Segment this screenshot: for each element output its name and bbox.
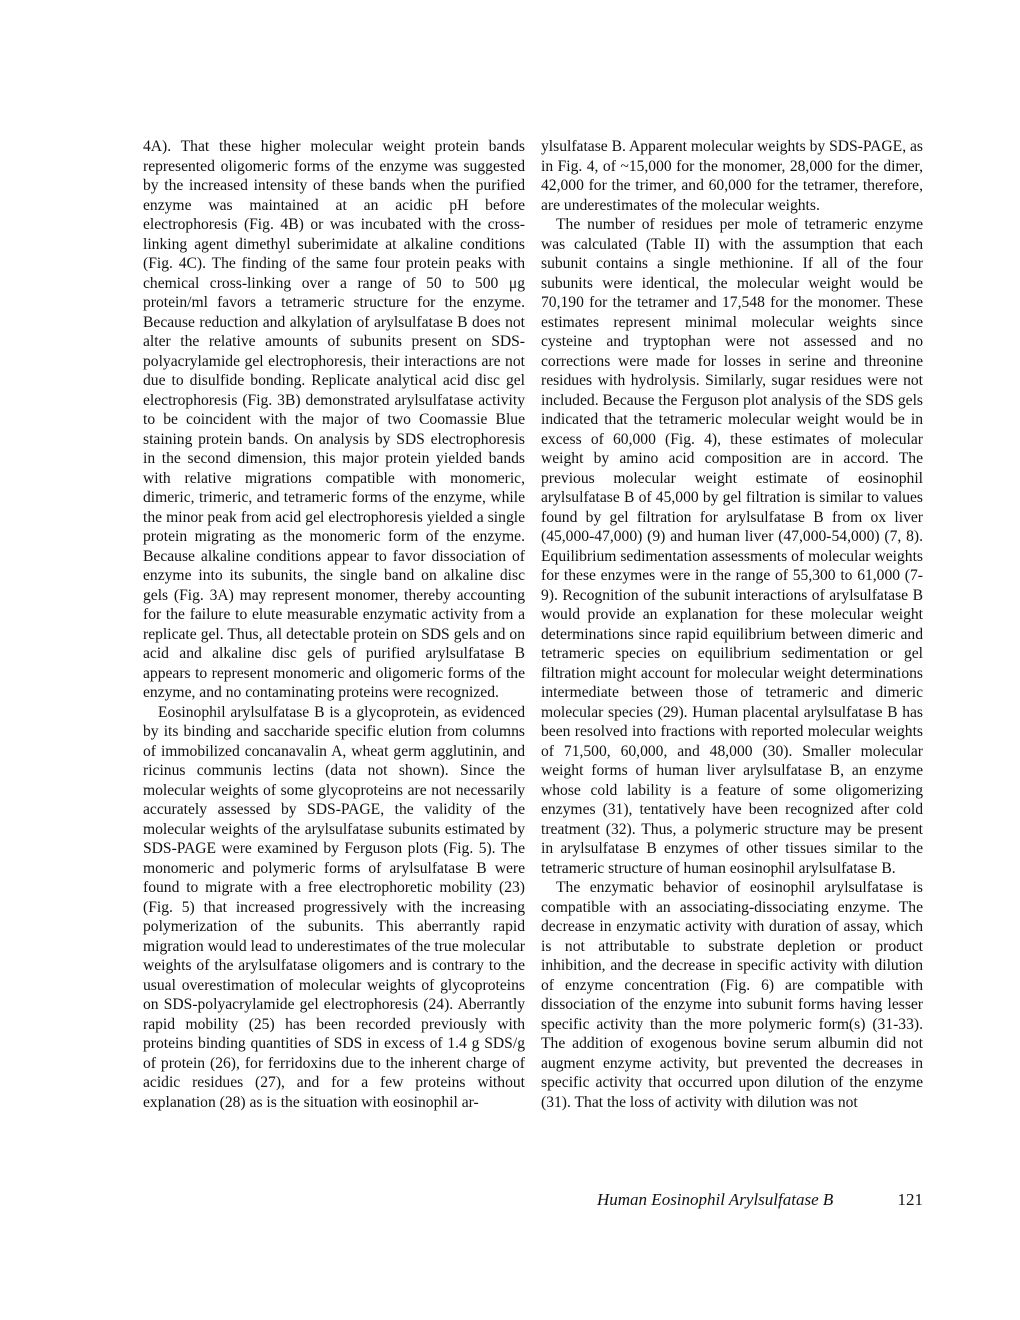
page-number: 121	[897, 1190, 923, 1209]
right-text-column	[541, 137, 923, 1112]
paragraph-continued: ylsulfatase B. Apparent molecular weights by SDS-PAGE, as in Fig. 4, of ~15,000 for the monomer, 28,000 for the dimer, 42,000 for the trimer, and 60,000 for the tetramer, therefore, are underestimates of the molecular weights.	[541, 138, 923, 214]
paragraph-residues: The number of residues per mole of tetrameric enzyme was calculated (Table II) with the assumption that each subunit contains a single methionine. If all of the four subunits were identical, the molecular weight would be 70,190 for the tetramer and 17,548 for the monomer. These estimates represent minimal molecular weights since cysteine and tryptophan were not assessed and no corrections were made for losses in serine and threonine residues with hydrolysis. Similarly, sugar residues were not included. Because the Ferguson plot analysis of the SDS gels indicated that the tetrameric molecular weight would be in excess of 60,000 (Fig. 4), these estimates of molecular weight by amino acid composition are in accord. The previous molecular weight estimate of eosinophil arylsulfatase B of 45,000 by gel filtration is similar to values found by gel filtration for arylsulfatase B from ox liver (45,000-47,000) (9) and human liver (47,000-54,000) (7, 8). Equilibrium sedimentation assessments of molecular weights for these enzymes were in the range of 55,300 to 61,000 (7-9). Recognition of the subunit interactions of arylsulfatase B would provide an explanation for these molecular weight determinations since rapid equilibrium between dimeric and tetrameric species on equilibrium sedimentation or gel filtration might account for molecular weight determinations intermediate between those of tetrameric and dimeric molecular species (29). Human placental arylsulfatase B has been resolved into fractions with reported molecular weights of 71,500, 60,000, and 48,000 (30). Smaller molecular weight forms of human liver arylsulfatase B, an enzyme whose cold lability is a feature of some oligomerizing enzymes (31), tentatively have been recognized after cold treatment (32). Thus, a polymeric structure may be present in arylsulfatase B enzymes of other tissues similar to the tetrameric structure of human eosinophil arylsulfatase B.	[541, 216, 923, 877]
running-title: Human Eosinophil Arylsulfatase B	[597, 1190, 834, 1209]
paragraph-continued: 4A). That these higher molecular weight protein bands represented oligomeric forms of the enzyme was suggested by the increased intensity of these bands when the purified enzyme was maintained at an acidic pH before electrophoresis (Fig. 4B) or was incubated with the cross-linking agent dimethyl suberimidate at alkaline conditions (Fig. 4C). The finding of the same four protein peaks with chemical cross-linking over a range of 50 to 500 μg protein/ml favors a tetrameric structure for the enzyme. Because reduction and alkylation of arylsulfatase B does not alter the relative amounts of subunits present on SDS-polyacrylamide gel electrophoresis, their interactions are not due to disulfide bonding. Replicate analytical acid disc gel electrophoresis (Fig. 3B) demonstrated arylsulfatase activity to be coincident with the major of two Coomassie Blue staining protein bands. On analysis by SDS electrophoresis in the second dimension, this major protein yielded bands with relative migrations compatible with monomeric, dimeric, trimeric, and tetrameric forms of the enzyme, while the minor peak from acid gel electrophoresis yielded a single protein migrating as the monomeric form of the enzyme. Because alkaline conditions appear to favor dissociation of enzyme into its subunits, the single band on alkaline disc gels (Fig. 3A) may represent monomer, thereby accounting for the failure to elute measurable enzymatic activity from a replicate gel. Thus, all detectable protein on SDS gels and on acid and alkaline disc gels of purified arylsulfatase B appears to represent monomeric and oligomeric forms of the enzyme, and no contaminating proteins were recognized.	[143, 138, 525, 701]
paragraph-enzymatic-behavior: The enzymatic behavior of eosinophil arylsulfatase is compatible with an associating-dissociating enzyme. The decrease in enzymatic activity with duration of assay, which is not attributable to substrate depletion or product inhibition, and the decrease in specific activity with dilution of enzyme concentration (Fig. 6) are compatible with dissociation of the enzyme into subunit forms having lesser specific activity than the more polymeric form(s) (31-33). The addition of exogenous bovine serum albumin did not augment enzyme activity, but prevented the decreases in specific activity that occurred upon dilution of the enzyme (31). That the loss of activity with dilution was not	[541, 879, 923, 1111]
left-text-column	[143, 137, 525, 1112]
paragraph-glycoprotein: Eosinophil arylsulfatase B is a glycoprotein, as evidenced by its binding and saccharide specific elution from columns of immobilized concanavalin A, wheat germ agglutinin, and ricinus communis lectins (data not shown). Since the molecular weights of some glycoproteins are not necessarily accurately assessed by SDS-PAGE, the validity of the molecular weights of the arylsulfatase subunits estimated by SDS-PAGE were examined by Ferguson plots (Fig. 5). The monomeric and polymeric forms of arylsulfatase B were found to migrate with a free electrophoretic mobility (23) (Fig. 5) that increased progressively with the increasing polymerization of the subunits. This aberrantly rapid migration would lead to underestimates of the true molecular weights of the arylsulfatase oligomers and is contrary to the usual overestimation of molecular weights of glycoproteins on SDS-polyacrylamide gel electrophoresis (24). Aberrantly rapid mobility (25) has been recorded previously with proteins binding quantities of SDS in excess of 1.4 g SDS/g of protein (26), for ferridoxins due to the inherent charge of acidic residues (27), and for a few proteins without explanation (28) as is the situation with eosinophil ar-	[143, 703, 525, 1111]
